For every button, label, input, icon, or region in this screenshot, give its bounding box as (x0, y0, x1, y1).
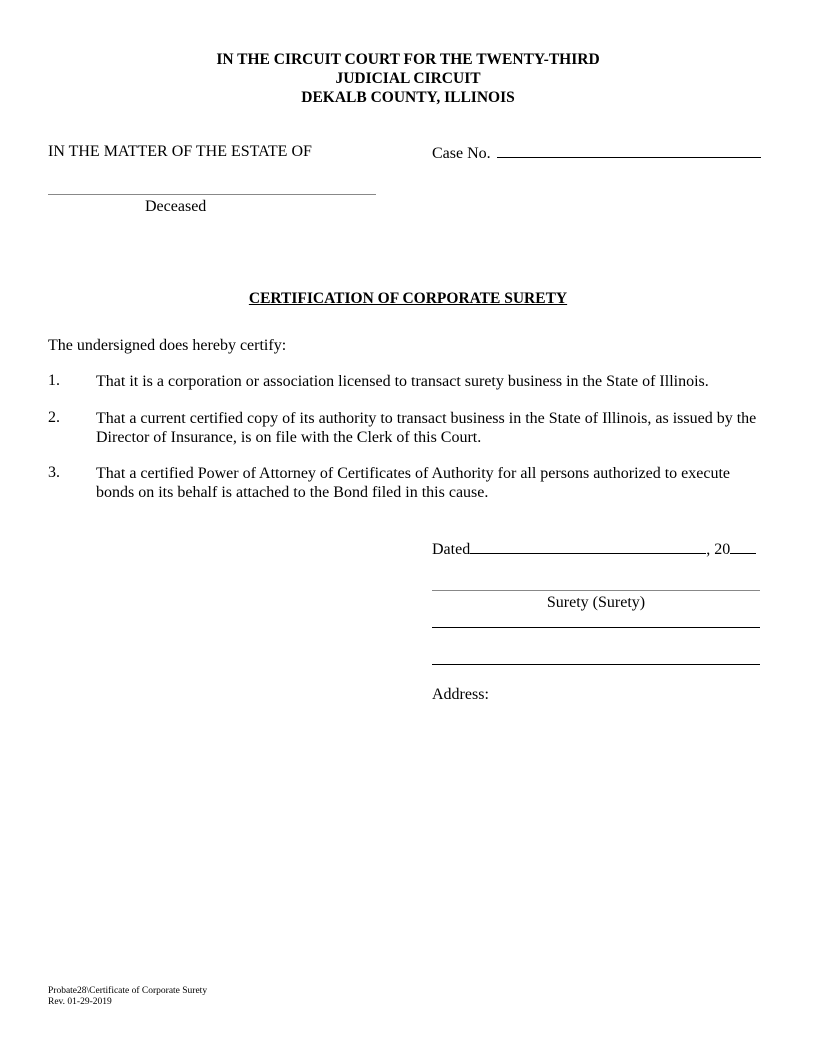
surety-signature-blank[interactable] (432, 590, 760, 591)
date-blank[interactable] (470, 539, 706, 554)
intro-text: The undersigned does hereby certify: (48, 337, 287, 354)
item-number: 2. (48, 409, 60, 426)
year-prefix: , 20 (706, 541, 731, 558)
dated-field (432, 539, 756, 559)
item-number: 1. (48, 372, 60, 389)
signature-line-2[interactable] (432, 627, 760, 628)
court-header (0, 50, 816, 107)
item-text: That it is a corporation or association licensed to transact surety business in the State of Illinois. (96, 373, 709, 390)
court-header-line-2: JUDICIAL CIRCUIT (335, 70, 481, 87)
form-path: Probate28\Certificate of Corporate Surety (48, 986, 208, 996)
court-header-line-3: DEKALB COUNTY, ILLINOIS (301, 89, 515, 106)
year-blank[interactable] (730, 539, 756, 554)
dated-label: Dated (432, 541, 471, 558)
item-number: 3. (48, 464, 60, 481)
surety-label: Surety (Surety) (546, 594, 646, 611)
document-title (0, 290, 816, 308)
form-footer (48, 986, 207, 1008)
case-number-blank[interactable] (497, 143, 761, 158)
court-header-line-1: IN THE CIRCUIT COURT FOR THE TWENTY-THIRD (216, 51, 600, 68)
estate-matter-label: IN THE MATTER OF THE ESTATE OF (48, 143, 312, 160)
case-number-label: Case No. (432, 145, 491, 162)
document-title-text: CERTIFICATION OF CORPORATE SURETY (248, 290, 568, 307)
item-text: That a certified Power of Attorney of Certificates of Authority for all persons authorized to execute bonds on its behalf is attached to the Bond filed in this cause. (96, 465, 731, 501)
decedent-name-blank[interactable] (48, 194, 376, 195)
form-revision: Rev. 01-29-2019 (48, 997, 112, 1007)
address-label: Address: (432, 686, 489, 703)
item-text: That a current certified copy of its authority to transact business in the State of Illinois, as issued by the Director of Insurance, is on file with the Clerk of this Court. (96, 410, 757, 446)
deceased-label: Deceased (145, 198, 207, 215)
signature-line-3[interactable] (432, 664, 760, 665)
case-number-field (432, 143, 761, 163)
